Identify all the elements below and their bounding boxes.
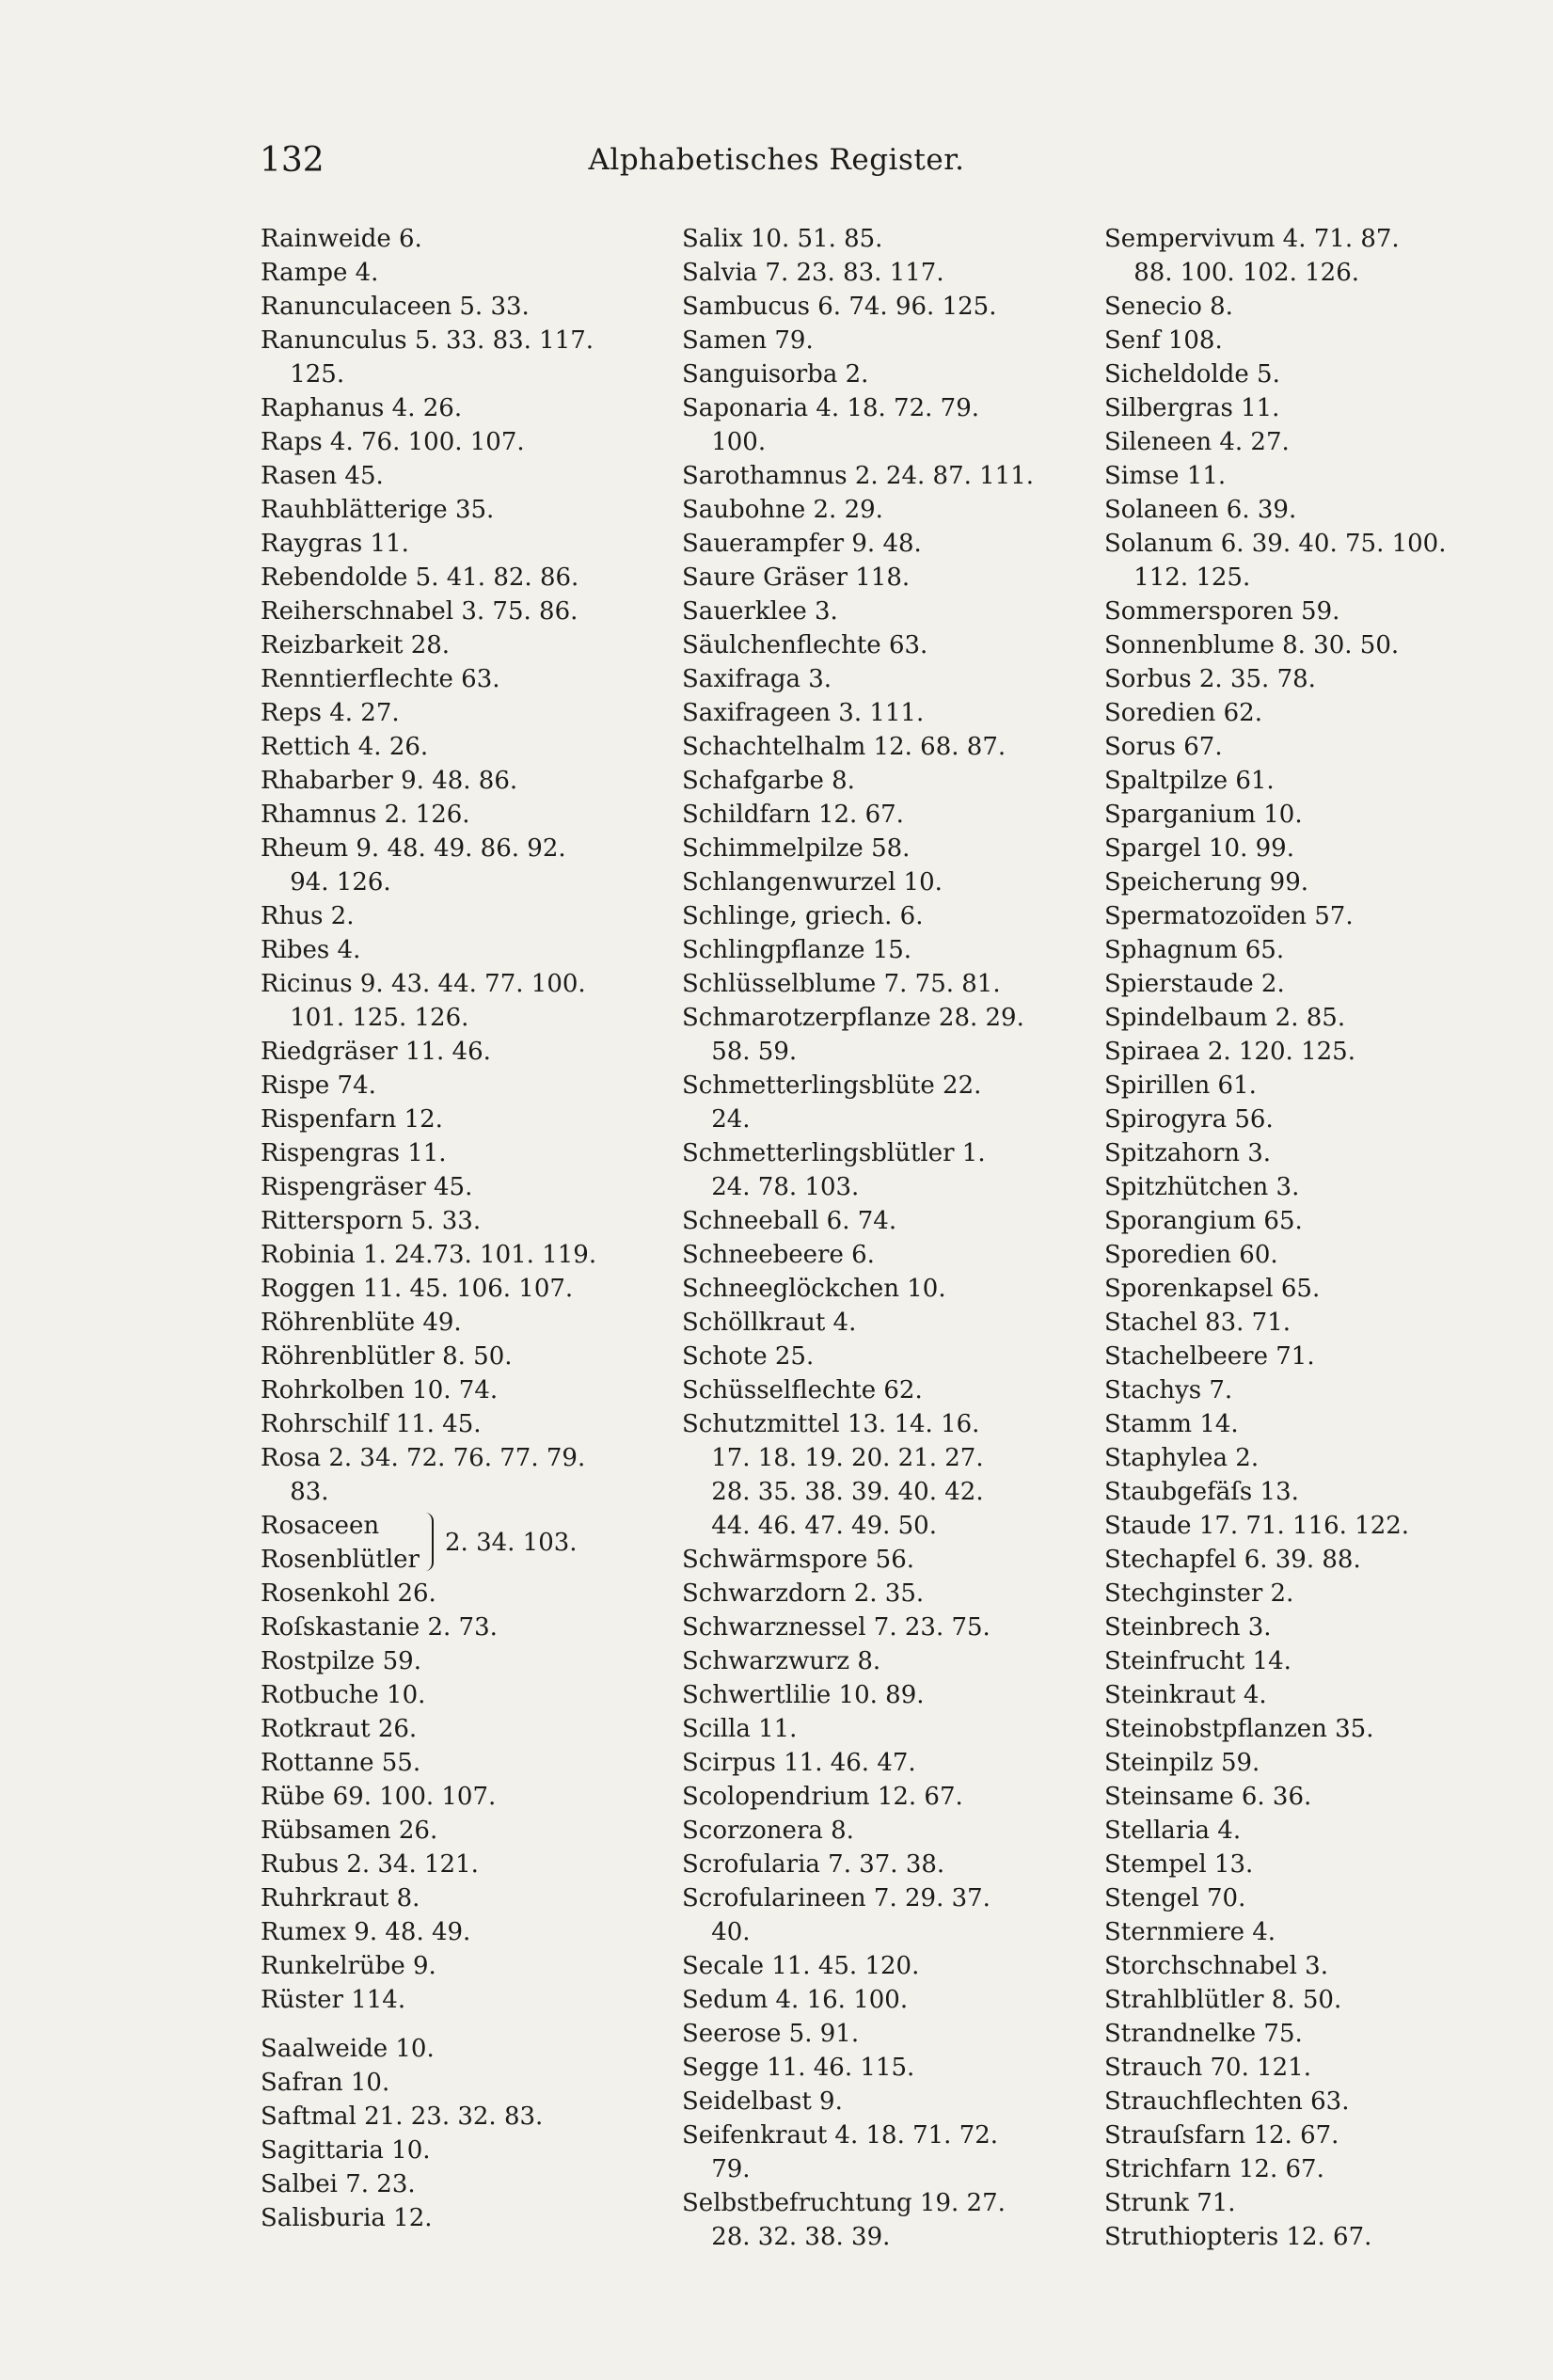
index-entry: Scirpus 11. 46. 47. — [682, 1749, 916, 1777]
brace-entry-names — [261, 1509, 420, 1577]
index-entry: Segge 11. 46. 115. — [682, 2054, 915, 2082]
index-entry: Roſskastanie 2. 73. — [261, 1613, 498, 1642]
index-entry: Schmetterlingsblütler 1. — [682, 1139, 986, 1167]
index-entry-brace-group — [261, 1509, 674, 1577]
index-entry: Sagittaria 10. — [261, 2136, 431, 2165]
index-entry: Säulchenflechte 63. — [682, 631, 928, 659]
index-entry: Stechapfel 6. 39. 88. — [1104, 1546, 1361, 1574]
index-entry: Strahlblütler 8. 50. — [1104, 1986, 1342, 2014]
index-entry: Sommersporen 59. — [1104, 597, 1340, 626]
index-entry: Safran 10. — [261, 2069, 390, 2097]
index-entry: Schüsselflechte 62. — [682, 1376, 923, 1404]
index-entry-continuation: 112. 125. — [1133, 563, 1251, 592]
index-entry-continuation: 40. — [711, 1918, 751, 1946]
index-entry: Schafgarbe 8. — [682, 767, 855, 795]
index-entry: Seifenkraut 4. 18. 71. 72. — [682, 2121, 999, 2150]
index-entry: Ranunculaceen 5. 33. — [261, 293, 530, 321]
index-entry: Steinkraut 4. — [1104, 1681, 1267, 1709]
index-entry: Sporedien 60. — [1104, 1241, 1278, 1269]
index-entry: Soredien 62. — [1104, 699, 1262, 727]
index-entry: Stellaria 4. — [1104, 1817, 1242, 1845]
index-entry: Robinia 1. 24.73. 101. 119. — [261, 1241, 597, 1269]
index-entry: Rohrschilf 11. 45. — [261, 1410, 482, 1438]
index-entry: Reiherschnabel 3. 75. 86. — [261, 597, 578, 626]
index-entry: Rosenkohl 26. — [261, 1579, 436, 1608]
index-entry: Scorzonera 8. — [682, 1817, 854, 1845]
index-entry: Schmarotzerpflanze 28. 29. — [682, 1004, 1024, 1032]
index-entry-continuation: 24. 78. 103. — [711, 1173, 860, 1201]
index-entry: Roggen 11. 45. 106. 107. — [261, 1275, 574, 1303]
index-entry: Samen 79. — [682, 326, 814, 355]
index-entry: Struthiopteris 12. 67. — [1104, 2223, 1372, 2251]
index-entry: Sempervivum 4. 71. 87. — [1104, 225, 1400, 253]
index-entry: Strauchflechten 63. — [1104, 2087, 1350, 2116]
index-entry: Reizbarkeit 28. — [261, 631, 451, 659]
index-entry: Sambucus 6. 74. 96. 125. — [682, 293, 997, 321]
index-entry: Rotkraut 26. — [261, 1715, 418, 1743]
index-entry: Schmetterlingsblüte 22. — [682, 1071, 982, 1100]
index-entry: Staude 17. 71. 116. 122. — [1104, 1512, 1410, 1540]
index-entry: Rebendolde 5. 41. 82. 86. — [261, 563, 579, 592]
index-entry-term: Rosaceen — [261, 1512, 380, 1540]
index-entry: Solaneen 6. 39. — [1104, 496, 1297, 524]
index-entry: Seidelbast 9. — [682, 2087, 843, 2116]
index-entry: Rhus 2. — [261, 902, 355, 930]
index-column-3 — [1104, 222, 1518, 2254]
index-entry: Rotbuche 10. — [261, 1681, 426, 1709]
index-entry: Rauhblätterige 35. — [261, 496, 495, 524]
index-entry-continuation: 101. 125. 126. — [290, 1004, 469, 1032]
index-entry: Strauch 70. 121. — [1104, 2054, 1312, 2082]
index-entry: Schutzmittel 13. 14. 16. — [682, 1410, 980, 1438]
index-entry: Saalweide 10. — [261, 2035, 435, 2063]
index-entry-continuation: 94. 126. — [290, 868, 391, 896]
index-entry: Spargel 10. 99. — [1104, 834, 1294, 863]
index-entry: Rheum 9. 48. 49. 86. 92. — [261, 834, 566, 863]
index-entry: Rosa 2. 34. 72. 76. 77. 79. — [261, 1444, 586, 1472]
index-entry: Rispengras 11. — [261, 1139, 447, 1167]
index-entry: Raygras 11. — [261, 530, 409, 558]
index-entry: Schwarzwurz 8. — [682, 1647, 881, 1675]
index-entry: Sorus 67. — [1104, 733, 1223, 761]
index-entry-term: Rosenblütler — [261, 1546, 420, 1574]
index-entry: Sorbus 2. 35. 78. — [1104, 665, 1316, 693]
index-entry: Salvia 7. 23. 83. 117. — [682, 259, 944, 287]
index-entry: Schneeglöckchen 10. — [682, 1275, 946, 1303]
index-entry: Schwarzdorn 2. 35. — [682, 1579, 925, 1608]
index-entry-continuation: 28. 32. 38. 39. — [711, 2223, 891, 2251]
index-entry: Rübsamen 26. — [261, 1817, 438, 1845]
index-entry: Stachys 7. — [1104, 1376, 1233, 1404]
index-entry: Stachel 83. 71. — [1104, 1309, 1291, 1337]
index-entry: Steinsame 6. 36. — [1104, 1783, 1312, 1811]
index-entry-continuation: 79. — [711, 2155, 751, 2183]
index-entry: Schneeball 6. 74. — [682, 1207, 897, 1235]
index-entry: Spindelbaum 2. 85. — [1104, 1004, 1346, 1032]
index-entry: Rittersporn 5. 33. — [261, 1207, 482, 1235]
index-entry: Stengel 70. — [1104, 1884, 1246, 1912]
index-entry: Renntierflechte 63. — [261, 665, 500, 693]
index-entry: Strichfarn 12. 67. — [1104, 2155, 1324, 2183]
index-entry-continuation: 58. 59. — [711, 1038, 798, 1066]
index-entry: Ribes 4. — [261, 936, 361, 964]
index-entry: Storchschnabel 3. — [1104, 1952, 1328, 1980]
index-entry: Rainweide 6. — [261, 225, 422, 253]
index-entry: Spermatozoïden 57. — [1104, 902, 1354, 930]
index-entry: Selbstbefruchtung 19. 27. — [682, 2189, 1006, 2217]
index-entry: Scolopendrium 12. 67. — [682, 1783, 963, 1811]
index-entry: Steinfrucht 14. — [1104, 1647, 1292, 1675]
index-entry-pages: 2. 34. 103. — [445, 1529, 578, 1557]
index-entry: Raps 4. 76. 100. 107. — [261, 428, 525, 456]
index-entry: Salbei 7. 23. — [261, 2170, 416, 2198]
index-entry: Sanguisorba 2. — [682, 360, 869, 389]
index-entry: Spierstaude 2. — [1104, 970, 1285, 998]
index-entry: Saxifrageen 3. 111. — [682, 699, 925, 727]
index-entry: Raphanus 4. 26. — [261, 394, 463, 422]
index-entry: Ruhrkraut 8. — [261, 1884, 420, 1912]
index-entry: Seerose 5. 91. — [682, 2020, 860, 2048]
index-entry: Sauerampfer 9. 48. — [682, 530, 922, 558]
index-entry: Rampe 4. — [261, 259, 379, 287]
index-entry: Sporangium 65. — [1104, 1207, 1303, 1235]
index-entry: Saubohne 2. 29. — [682, 496, 883, 524]
index-entry: Scilla 11. — [682, 1715, 798, 1743]
index-column-1 — [261, 222, 674, 2235]
index-entry: Sparganium 10. — [1104, 801, 1303, 829]
index-column-2 — [682, 222, 1105, 2254]
index-entry: Spitzahorn 3. — [1104, 1139, 1272, 1167]
index-entry: Riedgräser 11. 46. — [261, 1038, 491, 1066]
index-entry: Spirogyra 56. — [1104, 1105, 1274, 1134]
index-entry: Steinbrech 3. — [1104, 1613, 1272, 1642]
index-entry: Schote 25. — [682, 1342, 815, 1371]
index-entry: Steinobstpflanzen 35. — [1104, 1715, 1374, 1743]
index-entry: Sarothamnus 2. 24. 87. 111. — [682, 462, 1035, 490]
index-entry: Rhamnus 2. 126. — [261, 801, 470, 829]
index-entry: Solanum 6. 39. 40. 75. 100. — [1104, 530, 1447, 558]
index-entry: Schwarznessel 7. 23. 75. — [682, 1613, 990, 1642]
index-entry: Simse 11. — [1104, 462, 1227, 490]
index-entry-continuation: 24. — [711, 1105, 751, 1134]
index-entry: Scrofularia 7. 37. 38. — [682, 1850, 945, 1879]
index-entry: Strunk 71. — [1104, 2189, 1236, 2217]
index-entry: Schlinge, griech. 6. — [682, 902, 924, 930]
index-entry: Silbergras 11. — [1104, 394, 1280, 422]
index-entry: Schöllkraut 4. — [682, 1309, 857, 1337]
index-entry: Röhrenblütler 8. 50. — [261, 1342, 513, 1371]
index-entry: Rübe 69. 100. 107. — [261, 1783, 497, 1811]
index-entry: Spitzhütchen 3. — [1104, 1173, 1300, 1201]
page-number: 132 — [260, 141, 325, 180]
index-entry: Runkelrübe 9. — [261, 1952, 436, 1980]
index-entry: Strauſsfarn 12. 67. — [1104, 2121, 1339, 2150]
index-entry: Saponaria 4. 18. 72. 79. — [682, 394, 980, 422]
index-entry: Schachtelhalm 12. 68. 87. — [682, 733, 1006, 761]
index-entry: Reps 4. 27. — [261, 699, 400, 727]
index-entry: Schimmelpilze 58. — [682, 834, 911, 863]
index-entry: Rhabarber 9. 48. 86. — [261, 767, 518, 795]
index-entry: Sternmiere 4. — [1104, 1918, 1276, 1946]
index-entry-continuation: 100. — [711, 428, 767, 456]
index-entry: Röhrenblüte 49. — [261, 1309, 462, 1337]
index-entry: Salix 10. 51. 85. — [682, 225, 883, 253]
index-entry: Stachelbeere 71. — [1104, 1342, 1315, 1371]
index-entry: Schlangenwurzel 10. — [682, 868, 943, 896]
index-entry: Senf 108. — [1104, 326, 1223, 355]
curly-brace-mark — [422, 1513, 434, 1571]
index-entry: Rumex 9. 48. 49. — [261, 1918, 471, 1946]
index-entry: Ranunculus 5. 33. 83. 117. — [261, 326, 594, 355]
index-entry-continuation: 125. — [290, 360, 345, 389]
index-entry: Schlingpflanze 15. — [682, 936, 912, 964]
index-entry: Sedum 4. 16. 100. — [682, 1986, 909, 2014]
index-entry: Rüster 114. — [261, 1986, 406, 2014]
index-entry: Saxifraga 3. — [682, 665, 832, 693]
index-entry: Saftmal 21. 23. 32. 83. — [261, 2102, 544, 2131]
index-entry: Spirillen 61. — [1104, 1071, 1257, 1100]
index-entry-continuation: 83. — [290, 1478, 329, 1506]
index-entry: Speicherung 99. — [1104, 868, 1309, 896]
index-entry: Ricinus 9. 43. 44. 77. 100. — [261, 970, 586, 998]
index-entry: Schildfarn 12. 67. — [682, 801, 904, 829]
index-entry: Stechginster 2. — [1104, 1579, 1294, 1608]
index-entry: Staubgefäſs 13. — [1104, 1478, 1299, 1506]
index-entry: Sicheldolde 5. — [1104, 360, 1280, 389]
index-entry: Spiraea 2. 120. 125. — [1104, 1038, 1355, 1066]
index-entry: Rubus 2. 34. 121. — [261, 1850, 479, 1879]
index-entry: Rasen 45. — [261, 462, 384, 490]
index-entry: Rohrkolben 10. 74. — [261, 1376, 499, 1404]
index-entry: Strandnelke 75. — [1104, 2020, 1303, 2048]
index-entry: Rottanne 55. — [261, 1749, 421, 1777]
index-entry: Schneebeere 6. — [682, 1241, 875, 1269]
index-entry: Senecio 8. — [1104, 293, 1233, 321]
index-entry: Scrofularineen 7. 29. 37. — [682, 1884, 990, 1912]
index-entry: Steinpilz 59. — [1104, 1749, 1260, 1777]
index-entry: Salisburia 12. — [261, 2204, 433, 2232]
index-entry: Sileneen 4. 27. — [1104, 428, 1290, 456]
index-entry: Stempel 13. — [1104, 1850, 1254, 1879]
index-entry: Rostpilze 59. — [261, 1647, 421, 1675]
index-entry: Secale 11. 45. 120. — [682, 1952, 920, 1980]
index-entry: Rispengräser 45. — [261, 1173, 473, 1201]
index-entry: Schwertlilie 10. 89. — [682, 1681, 925, 1709]
index-entry: Rettich 4. 26. — [261, 733, 429, 761]
index-entry: Sonnenblume 8. 30. 50. — [1104, 631, 1400, 659]
index-entry: Schlüsselblume 7. 75. 81. — [682, 970, 1001, 998]
index-entry: Schwärmspore 56. — [682, 1546, 915, 1574]
index-entry: Sporenkapsel 65. — [1104, 1275, 1321, 1303]
index-entry-continuation: 17. 18. 19. 20. 21. 27. — [711, 1444, 984, 1472]
index-entry: Saure Gräser 118. — [682, 563, 911, 592]
index-entry-continuation: 28. 35. 38. 39. 40. 42. — [711, 1478, 984, 1506]
index-entry: Sauerklee 3. — [682, 597, 838, 626]
index-entry: Sphagnum 65. — [1104, 936, 1285, 964]
index-entry: Rispenfarn 12. — [261, 1105, 443, 1134]
running-title: Alphabetisches Register. — [588, 143, 965, 177]
index-entry: Stamm 14. — [1104, 1410, 1239, 1438]
index-entry: Rispe 74. — [261, 1071, 376, 1100]
index-entry-continuation: 88. 100. 102. 126. — [1133, 259, 1360, 287]
index-entry: Staphylea 2. — [1104, 1444, 1260, 1472]
index-entry: Spaltpilze 61. — [1104, 767, 1275, 795]
index-entry-continuation: 44. 46. 47. 49. 50. — [711, 1512, 937, 1540]
